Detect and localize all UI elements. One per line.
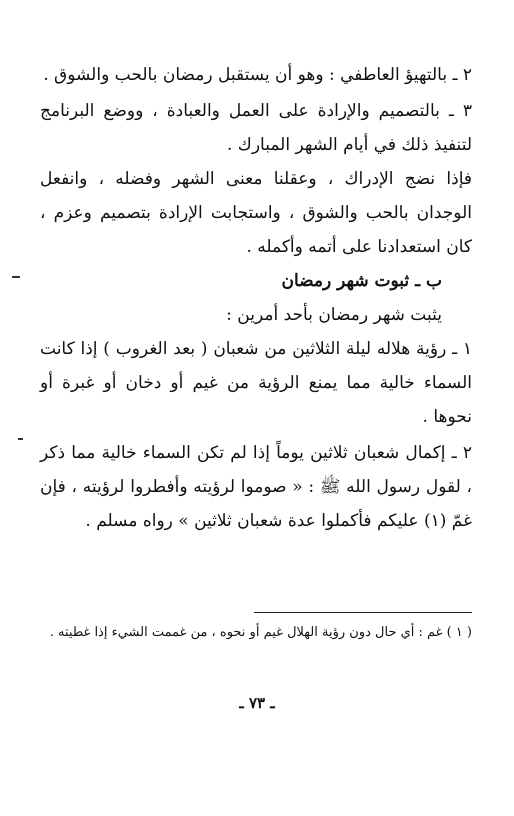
main-text bbox=[40, 58, 472, 538]
paragraph-item-2: ٢ ـ بالتهيؤ العاطفي : وهو أن يستقبل رمضان بالحب والشوق . bbox=[43, 65, 472, 85]
page-number: ـ ٧٣ ـ bbox=[239, 694, 275, 712]
section-heading: ب ـ ثبوت شهر رمضان bbox=[281, 271, 442, 291]
margin-mark bbox=[12, 276, 20, 278]
method-2-paragraph: ٢ ـ إكمال شعبان ثلاثين يوماً إذا لم تكن السماء خالية مما ذكر ، لقول رسول الله ﷺ : « صوموا لرؤيته وأفطروا لرؤيته ، فإن غمّ (١) عليكم فأكملوا عدة شعبان ثلاثين » رواه مسلم . bbox=[40, 443, 472, 531]
paragraph-summary: فإذا نضج الإدراك ، وعقلنا معنى الشهر وفضله ، وانفعل الوجدان بالحب والشوق ، واستجابت الإرادة بتصميم وعزم ، كان استعدادنا على أتمه وأكمله . bbox=[40, 169, 472, 257]
footnote bbox=[40, 620, 472, 646]
paragraph-item-3: ٣ ـ بالتصميم والإرادة على العمل والعبادة ، ووضع البرنامج لتنفيذ ذلك في أيام الشهر المبارك . bbox=[40, 101, 472, 155]
footnote-divider bbox=[254, 612, 472, 613]
section-intro: يثبت شهر رمضان بأحد أمرين : bbox=[226, 305, 442, 325]
margin-mark bbox=[18, 438, 23, 440]
footnote-text: ( ١ ) غم : أي حال دون رؤية الهلال غيم أو نحوه ، من غممت الشيء إذا غطيته . bbox=[49, 625, 472, 640]
method-1-paragraph: ١ ـ رؤية هلاله ليلة الثلاثين من شعبان ( بعد الغروب ) إذا كانت السماء خالية مما يمنع الرؤية من غيم أو دخان أو غبرة أو نحوها . bbox=[40, 339, 472, 427]
